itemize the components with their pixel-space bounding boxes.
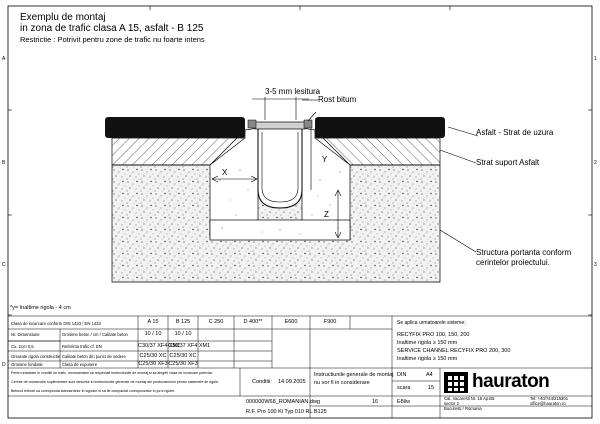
din-value: A4 — [426, 372, 433, 378]
bitumen-joint-left — [248, 120, 256, 128]
frame-letter-b: B — [2, 160, 6, 166]
row-label-0: Grosime beton / cm / Calitate beton — [62, 332, 128, 337]
company-address2: sector 2 — [444, 401, 459, 406]
row-label-2: Calitate beton din punct de vedere — [62, 354, 126, 359]
note-block2: Cerinte de constructie suplimentare sunt descrise in instructiunile generale de montaj ale producatorului pentru sistemele de rigole. — [11, 380, 219, 384]
description-line1: Instructiunile generale de montaj — [314, 372, 394, 378]
row-note-0: Nr. Dimensiune — [11, 332, 40, 337]
channel-grate — [255, 122, 305, 129]
row2-a15: C25/30 XC — [139, 353, 167, 359]
product-line2: Inaltime rigola ≥ 150 mm — [397, 340, 458, 346]
note-block1: Pentru instalare in conditii de trafic, recomandam sa respectati instructiunile de montaj si sa alegeti clasa de incarcare potrivita. — [11, 371, 213, 375]
frame-letter-c: C — [2, 262, 6, 268]
row0-a15: 10 / 10 — [144, 331, 162, 337]
dim-y: Y — [322, 155, 328, 164]
spec-header-label: Clasa de incarcare conform DIN 1433 / EN 1433 — [11, 321, 101, 326]
asphalt-wear-left — [105, 117, 245, 138]
scale-value: 15 — [428, 385, 435, 391]
page-title-line2: in zona de trafic clasa A 15, asfalt - B 125 — [20, 23, 204, 34]
din-label: DIN — [397, 372, 407, 378]
row3-a15: C25/30 XF3 — [138, 361, 168, 367]
callout-asphalt-base: Strat suport Asfalt — [476, 158, 540, 167]
note-block3: Betonul trebuie sa corespunda standardelor in vigoare si sa fie compactat corespunzator in jurul rigolei. — [11, 389, 176, 393]
row1-a15: C30/37 XF4 XM1 — [138, 343, 181, 349]
dim-z: Z — [324, 210, 329, 219]
dim-x: X — [222, 168, 228, 177]
scale-label: scara — [397, 385, 411, 391]
row1-b125: C30/37 XF4 XM1 — [168, 343, 211, 349]
cross-section — [105, 117, 445, 282]
description-line2: nu vor fi in considerare — [314, 380, 370, 386]
date: 14.09.2005 — [278, 379, 306, 385]
class-b125: B 125 — [175, 319, 191, 325]
frame-number-right-3: 3 — [594, 262, 597, 268]
bitumen-joint-right — [304, 120, 312, 128]
drawing-reference: R.F. Pro 100 Ki Typ 010 RL B125 — [246, 409, 327, 415]
row0-b125: 10 / 10 — [174, 331, 192, 337]
row2-b125: C25/30 XC — [169, 353, 197, 359]
callout-structure-line1: Structura portanta conform — [476, 248, 572, 257]
company-address3: Bucuresti / Romania — [444, 406, 482, 411]
row-note-2: Greutate rigola constructie — [11, 354, 61, 359]
company-email: office@hauraton.ro — [530, 401, 566, 406]
page-title-line1: Exemplu de montaj — [20, 12, 106, 23]
class-c250: C 250 — [208, 319, 224, 325]
product-line1: RECYFIX PRO 100, 150, 200 — [397, 332, 470, 338]
company-address1: Cal. Vacaresti Nr. 18 Ap.B5 — [444, 396, 495, 401]
callout-structure-line2: cerintelor proiectului. — [476, 258, 550, 267]
class-d400: D 400** — [243, 319, 263, 325]
restriction-note: Restrictie : Potrivit pentru zone de trafic nu foarte intens — [20, 35, 205, 44]
row3-b125: C25/30 XF3 — [168, 361, 198, 367]
asphalt-wear-right — [315, 117, 445, 138]
conditions-label: Conditii: — [252, 379, 272, 385]
sheet-label: E8ilw — [397, 399, 411, 405]
callout-joint: Rost bitum — [318, 95, 357, 104]
product-line4: Inaltime rigola ≥ 150 mm — [397, 356, 458, 362]
class-e600: E600 — [284, 319, 298, 325]
sheet-number: 16 — [372, 399, 379, 405]
row-note-3: Grosime fundatie — [11, 362, 43, 367]
product-line3: SERVICE CHANNEL RECYFIX PRO 200, 300 — [397, 348, 511, 354]
company-logo-text: hauraton — [472, 371, 550, 392]
callout-asphalt-wear: Asfalt - Strat de uzura — [476, 128, 554, 137]
row-label-3: Clasa de expunere — [62, 362, 98, 367]
footnote: *y= înaltime rigola - 4 cm — [10, 305, 71, 311]
file-name: 000000W68_ROMANIAN.dwg — [246, 399, 320, 405]
frame-letter-d: D — [2, 362, 6, 368]
class-a15: A 15 — [147, 319, 159, 325]
class-f900: F900 — [323, 319, 337, 325]
products-heading: Se aplica urmatoarele sisteme: — [397, 320, 466, 326]
row-note-1: Cu. 2cm 0,5 — [11, 344, 34, 349]
frame-letter-a: A — [2, 56, 6, 62]
frame-number-right-1: 1 — [594, 56, 597, 62]
row-label-1: Referinta trafic cf. EN — [62, 344, 102, 349]
callout-gap: 3-5 mm lesitura — [265, 87, 321, 96]
frame-number-right-2: 2 — [594, 160, 597, 166]
company-phone: Tel: +40/744/215201 — [530, 396, 569, 401]
